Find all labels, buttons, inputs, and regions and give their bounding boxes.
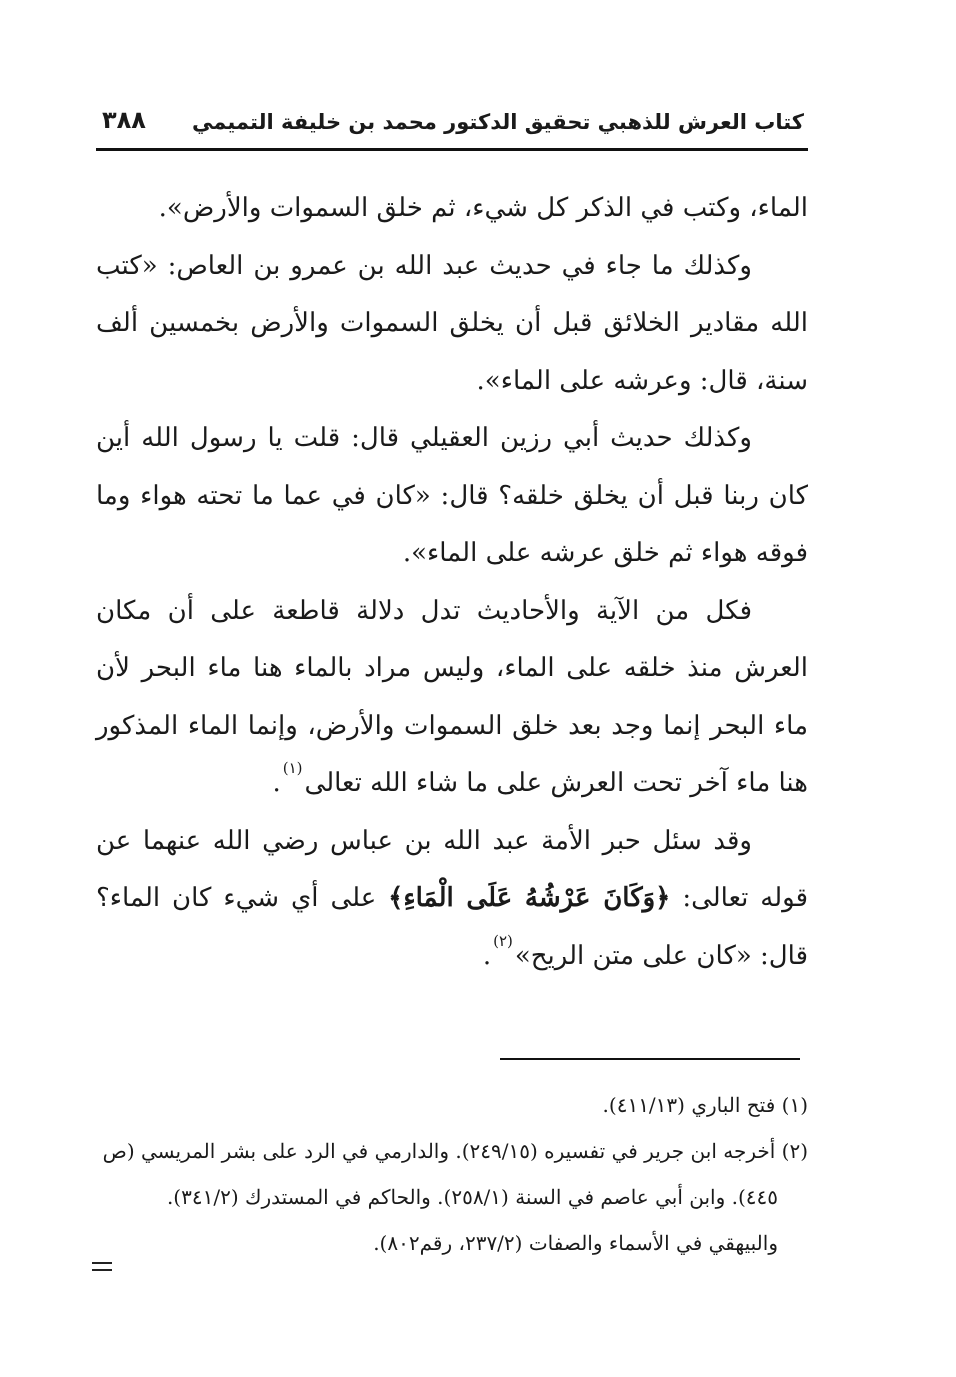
page-number: ٣٨٨ (102, 106, 146, 134)
footnote-2-line-3: والبيهقي في الأسماء والصفات (٢٣٧/٢، رقم٨٠٢). (373, 1231, 778, 1255)
paragraph-4 (96, 583, 808, 813)
footnote-ref-1[interactable]: (١) (282, 759, 303, 777)
paragraph-5-end: . (482, 940, 492, 971)
footnote-2-line-2: ٤٤٥). وابن أبي عاصم في السنة (٢٥٨/١). والحاكم في المستدرك (٣٤١/٢). (166, 1185, 778, 1209)
paragraph-4-end: . (272, 768, 281, 798)
footnote-ref-2[interactable]: (٢) (493, 931, 513, 950)
paragraph-1: الماء، وكتب في الذكر كل شيء، ثم خلق السموات والأرض». (158, 193, 808, 223)
footnote-rule (500, 1058, 800, 1060)
end-mark (92, 1262, 112, 1276)
paragraph-3: وكذلك حديث أبي رزين العقيلي قال: قلت يا رسول الله أين كان ربنا قبل أن يخلق خلقه؟ قال: «كان في عما ما تحته هواء وما فوقه هواء ثم خلق عرشه على الماء». (96, 423, 808, 568)
main-text (96, 180, 808, 985)
paragraph-5-text-b: على أي شيء كان الماء؟ قال: «كان على متن الريح» (96, 883, 808, 971)
paragraph-5 (96, 813, 808, 986)
footnote-2-line-1: (٢) أخرجه ابن جرير في تفسيره (٢٤٩/١٥). والدارمي في الرد على بشر المريسي (ص (102, 1139, 808, 1163)
footnote-1: (١) فتح الباري (٤١١/١٣). (602, 1093, 808, 1117)
paragraph-2: وكذلك ما جاء في حديث عبد الله بن عمرو بن العاص: «كتب الله مقادير الخلائق قبل أن يخلق السموات والأرض بخمسين ألف سنة، قال: وعرشه على الماء». (96, 250, 808, 396)
footnotes (96, 1082, 808, 1266)
paragraph-4-text: فكل من الآية والأحاديث تدل دلالة قاطعة على أن مكان العرش منذ خلقه على الماء، وليس مراد بالماء هنا ماء البحر لأن ماء البحر إنما وجد بعد خلق السموات والأرض، وإنما الماء المذكور هنا ماء آخر تحت العرش على ما شاء الله تعالى (96, 595, 809, 798)
running-header (96, 100, 808, 144)
quran-verse: ﴿وَكَانَ عَرْشُهُ عَلَى الْمَاءِ﴾ (388, 883, 671, 913)
header-rule (96, 148, 808, 151)
book-title: كتاب العرش للذهبي تحقيق الدكتور محمد بن خليفة التميمي (192, 110, 804, 134)
paragraph-5-text-a: وقد سئل حبر الأمة عبد الله بن عباس رضي الله عنهما عن قوله تعالى: (96, 825, 809, 913)
